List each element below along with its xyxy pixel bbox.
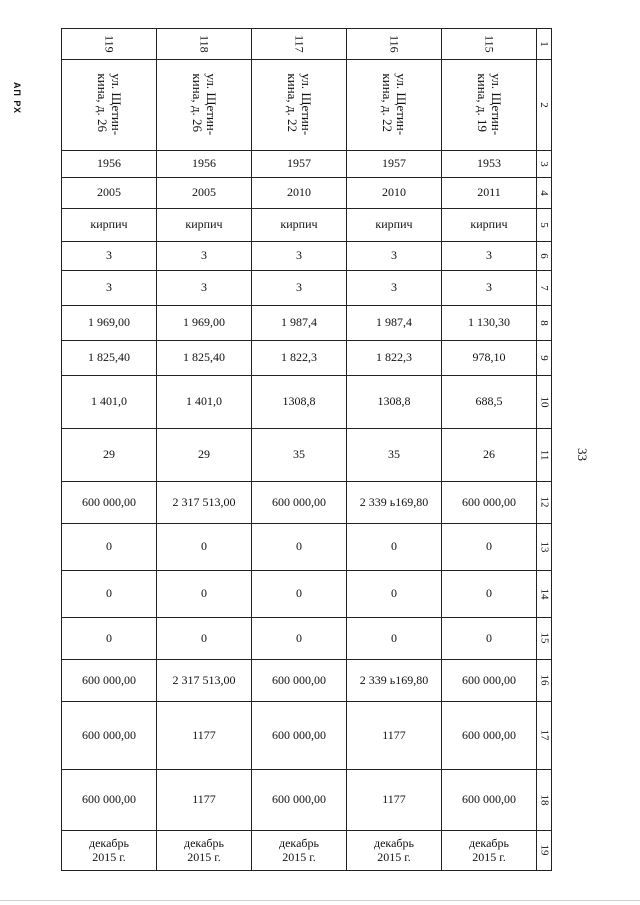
house-number: 117 bbox=[292, 35, 307, 53]
table-cell bbox=[157, 376, 252, 429]
cell-value: декабрь 2015 г. bbox=[374, 835, 414, 864]
table-cell bbox=[252, 271, 347, 306]
table-cell bbox=[157, 341, 252, 376]
cell-value: 3 bbox=[486, 248, 492, 263]
table-cell bbox=[157, 242, 252, 271]
table-cell bbox=[62, 376, 157, 429]
cell-value: 1953 bbox=[477, 156, 501, 171]
cell-value: 35 bbox=[293, 447, 305, 462]
table-row bbox=[62, 29, 552, 60]
cell-value: декабрь 2015 г. bbox=[89, 835, 129, 864]
table-cell bbox=[252, 702, 347, 770]
table-cell bbox=[347, 60, 442, 151]
table-cell bbox=[157, 770, 252, 831]
table-cell bbox=[252, 209, 347, 242]
table-cell bbox=[252, 482, 347, 524]
cell-value: 2005 bbox=[97, 185, 121, 200]
row-index: 13 bbox=[538, 541, 551, 553]
row-index: 15 bbox=[538, 632, 551, 644]
cell-value: 0 bbox=[106, 586, 112, 601]
table-cell bbox=[157, 151, 252, 178]
table-cell bbox=[62, 618, 157, 660]
cell-value: 29 bbox=[103, 447, 115, 462]
table-cell bbox=[347, 702, 442, 770]
table-cell bbox=[252, 524, 347, 571]
cell-value: 1 822,3 bbox=[281, 350, 317, 365]
table-cell bbox=[347, 660, 442, 702]
cell-value: 0 bbox=[486, 539, 492, 554]
cell-value: 0 bbox=[486, 630, 492, 645]
cell-value: 0 bbox=[391, 539, 397, 554]
cell-value: 1 130,30 bbox=[468, 315, 510, 330]
cell-value: 0 bbox=[486, 586, 492, 601]
table-cell bbox=[62, 178, 157, 209]
table-cell bbox=[347, 376, 442, 429]
table-cell bbox=[157, 178, 252, 209]
table-cell bbox=[442, 524, 537, 571]
table-row bbox=[62, 242, 552, 271]
table-cell bbox=[62, 429, 157, 482]
table-cell bbox=[442, 571, 537, 618]
row-index: 7 bbox=[538, 284, 551, 291]
housing-register-table bbox=[61, 28, 552, 871]
cell-value: 600 000,00 bbox=[272, 672, 326, 687]
table-row bbox=[62, 306, 552, 341]
table-cell bbox=[347, 429, 442, 482]
cell-value: 1 825,40 bbox=[88, 350, 130, 365]
cell-value: 1956 bbox=[97, 156, 121, 171]
table-cell bbox=[347, 618, 442, 660]
row-index-cell bbox=[537, 482, 552, 524]
table-cell bbox=[252, 242, 347, 271]
table-cell bbox=[252, 29, 347, 60]
row-index: 11 bbox=[538, 449, 551, 461]
table-cell bbox=[157, 29, 252, 60]
cell-value: 0 bbox=[296, 539, 302, 554]
table-cell bbox=[157, 60, 252, 151]
cell-value: 3 bbox=[106, 280, 112, 295]
table-row bbox=[62, 618, 552, 660]
cell-value: 0 bbox=[391, 630, 397, 645]
cell-value: кирпич bbox=[375, 217, 413, 232]
cell-value: 600 000,00 bbox=[462, 672, 516, 687]
cell-value: 600 000,00 bbox=[272, 792, 326, 807]
house-address: ул. Щетин- кина, д. 26 bbox=[189, 73, 220, 136]
cell-value: 3 bbox=[201, 280, 207, 295]
table-cell bbox=[62, 242, 157, 271]
table-cell bbox=[62, 770, 157, 831]
row-index: 9 bbox=[538, 354, 551, 361]
cell-value: 3 bbox=[486, 280, 492, 295]
house-number: 119 bbox=[102, 35, 117, 53]
table-cell bbox=[252, 60, 347, 151]
table-cell bbox=[347, 178, 442, 209]
cell-value: 1177 bbox=[192, 792, 216, 807]
row-index: 14 bbox=[538, 588, 551, 600]
cell-value: 600 000,00 bbox=[462, 792, 516, 807]
table-cell bbox=[347, 29, 442, 60]
cell-value: 1308,8 bbox=[282, 394, 316, 409]
table-cell bbox=[442, 831, 537, 871]
table-cell bbox=[442, 702, 537, 770]
table-cell bbox=[157, 831, 252, 871]
table-cell bbox=[62, 571, 157, 618]
table-row bbox=[62, 524, 552, 571]
cell-value: 3 bbox=[296, 248, 302, 263]
cell-value: 0 bbox=[296, 586, 302, 601]
house-address: ул. Щетин- кина, д. 22 bbox=[379, 73, 410, 136]
row-index-cell bbox=[537, 618, 552, 660]
table-cell bbox=[442, 482, 537, 524]
table-row bbox=[62, 376, 552, 429]
table-row bbox=[62, 429, 552, 482]
cell-value: 1 825,40 bbox=[183, 350, 225, 365]
table-row bbox=[62, 702, 552, 770]
house-address: ул. Щетин- кина, д. 26 bbox=[94, 73, 125, 136]
table-cell bbox=[442, 178, 537, 209]
table-row bbox=[62, 831, 552, 871]
table-cell bbox=[252, 571, 347, 618]
cell-value: 1308,8 bbox=[377, 394, 411, 409]
table-row bbox=[62, 271, 552, 306]
cell-value: 1 969,00 bbox=[183, 315, 225, 330]
table-cell bbox=[347, 306, 442, 341]
cell-value: декабрь 2015 г. bbox=[184, 835, 224, 864]
row-index: 3 bbox=[538, 160, 551, 167]
row-index: 1 bbox=[538, 40, 551, 47]
table-cell bbox=[157, 429, 252, 482]
row-index-cell bbox=[537, 242, 552, 271]
table-cell bbox=[62, 660, 157, 702]
row-index: 16 bbox=[538, 674, 551, 686]
row-index-cell bbox=[537, 178, 552, 209]
cell-value: 0 bbox=[391, 586, 397, 601]
table-cell bbox=[442, 341, 537, 376]
cell-value: 1 987,4 bbox=[281, 315, 317, 330]
table-cell bbox=[442, 271, 537, 306]
cell-value: 0 bbox=[201, 539, 207, 554]
table-cell bbox=[347, 271, 442, 306]
table-cell bbox=[157, 209, 252, 242]
cell-value: 0 bbox=[106, 630, 112, 645]
cell-value: 1177 bbox=[192, 727, 216, 742]
table-row bbox=[62, 341, 552, 376]
cell-value: 600 000,00 bbox=[82, 727, 136, 742]
table-cell bbox=[62, 151, 157, 178]
table-cell bbox=[157, 306, 252, 341]
cell-value: 688,5 bbox=[475, 394, 503, 409]
table-cell bbox=[347, 770, 442, 831]
row-index: 4 bbox=[538, 189, 551, 196]
cell-value: 1 987,4 bbox=[376, 315, 412, 330]
table-cell bbox=[62, 209, 157, 242]
cell-value: 600 000,00 bbox=[82, 494, 136, 509]
table-cell bbox=[442, 242, 537, 271]
table-row bbox=[62, 571, 552, 618]
cell-value: 978,10 bbox=[472, 350, 506, 365]
table-cell bbox=[347, 831, 442, 871]
row-index: 6 bbox=[538, 252, 551, 259]
house-number: 118 bbox=[197, 35, 212, 53]
cell-value: 0 bbox=[106, 539, 112, 554]
row-index-cell bbox=[537, 151, 552, 178]
cell-value: 600 000,00 bbox=[272, 727, 326, 742]
cell-value: 3 bbox=[391, 280, 397, 295]
row-index-cell bbox=[537, 271, 552, 306]
table-cell bbox=[252, 770, 347, 831]
table-cell bbox=[62, 341, 157, 376]
row-index-cell bbox=[537, 831, 552, 871]
table-row bbox=[62, 178, 552, 209]
table-row bbox=[62, 60, 552, 151]
cell-value: 2 339 ь169,80 bbox=[359, 494, 429, 509]
cell-value: 0 bbox=[201, 630, 207, 645]
cell-value: 600 000,00 bbox=[82, 672, 136, 687]
house-number: 115 bbox=[482, 35, 497, 53]
cell-value: 3 bbox=[106, 248, 112, 263]
table-cell bbox=[62, 831, 157, 871]
table-cell bbox=[442, 306, 537, 341]
table-cell bbox=[442, 770, 537, 831]
cell-value: 0 bbox=[201, 586, 207, 601]
table-cell bbox=[157, 702, 252, 770]
table-cell bbox=[347, 242, 442, 271]
cell-value: 1 401,0 bbox=[91, 394, 127, 409]
table-row bbox=[62, 482, 552, 524]
table-cell bbox=[62, 60, 157, 151]
table-cell bbox=[62, 702, 157, 770]
house-address: ул. Щетин- кина, д. 22 bbox=[284, 73, 315, 136]
table-cell bbox=[62, 29, 157, 60]
row-index: 17 bbox=[538, 729, 551, 741]
cell-value: 600 000,00 bbox=[272, 494, 326, 509]
table-cell bbox=[252, 178, 347, 209]
row-index-cell bbox=[537, 660, 552, 702]
cell-value: 35 bbox=[388, 447, 400, 462]
cell-value: 3 bbox=[391, 248, 397, 263]
table-row bbox=[62, 151, 552, 178]
cell-value: 26 bbox=[483, 447, 495, 462]
row-index-cell bbox=[537, 341, 552, 376]
table-cell bbox=[157, 571, 252, 618]
cell-value: 600 000,00 bbox=[462, 494, 516, 509]
table-cell bbox=[62, 524, 157, 571]
table-cell bbox=[442, 429, 537, 482]
cell-value: 2005 bbox=[192, 185, 216, 200]
house-address: ул. Щетин- кина, д. 19 bbox=[474, 73, 505, 136]
table-cell bbox=[347, 209, 442, 242]
table-cell bbox=[347, 151, 442, 178]
cell-value: 2 317 513,00 bbox=[172, 494, 236, 509]
row-index: 12 bbox=[538, 496, 551, 508]
page-bottom-divider bbox=[0, 900, 640, 901]
row-index-cell bbox=[537, 209, 552, 242]
table-cell bbox=[252, 618, 347, 660]
cell-value: декабрь 2015 г. bbox=[279, 835, 319, 864]
row-index-cell bbox=[537, 571, 552, 618]
row-index: 5 bbox=[538, 221, 551, 228]
table-cell bbox=[252, 376, 347, 429]
row-index: 18 bbox=[538, 794, 551, 806]
row-index-cell bbox=[537, 702, 552, 770]
cell-value: кирпич bbox=[470, 217, 508, 232]
cell-value: 3 bbox=[296, 280, 302, 295]
table-cell bbox=[157, 618, 252, 660]
cell-value: 1957 bbox=[287, 156, 311, 171]
cell-value: кирпич bbox=[185, 217, 223, 232]
table-row bbox=[62, 660, 552, 702]
cell-value: кирпич bbox=[90, 217, 128, 232]
cell-value: кирпич bbox=[280, 217, 318, 232]
row-index-cell bbox=[537, 60, 552, 151]
table-cell bbox=[62, 482, 157, 524]
cell-value: 2010 bbox=[287, 185, 311, 200]
table-cell bbox=[442, 209, 537, 242]
row-index-cell bbox=[537, 376, 552, 429]
page-number: 33 bbox=[575, 448, 590, 461]
table-cell bbox=[442, 151, 537, 178]
table-cell bbox=[157, 482, 252, 524]
table-cell bbox=[347, 341, 442, 376]
table-cell bbox=[252, 660, 347, 702]
table-cell bbox=[252, 341, 347, 376]
cell-value: 2 317 513,00 bbox=[172, 672, 236, 687]
cell-value: 2011 bbox=[477, 185, 501, 200]
table-cell bbox=[62, 271, 157, 306]
cell-value: 1 969,00 bbox=[88, 315, 130, 330]
cell-value: 1957 bbox=[382, 156, 406, 171]
table-cell bbox=[157, 524, 252, 571]
table-cell bbox=[252, 831, 347, 871]
table-cell bbox=[347, 571, 442, 618]
house-number: 116 bbox=[387, 35, 402, 53]
table-cell bbox=[442, 618, 537, 660]
cell-value: 2 339 ь169,80 bbox=[359, 672, 429, 687]
cell-value: 3 bbox=[201, 248, 207, 263]
cell-value: 2010 bbox=[382, 185, 406, 200]
cell-value: 29 bbox=[198, 447, 210, 462]
table-cell bbox=[157, 660, 252, 702]
table-cell bbox=[442, 29, 537, 60]
archive-stamp: АП РХ bbox=[12, 82, 22, 115]
cell-value: декабрь 2015 г. bbox=[469, 835, 509, 864]
cell-value: 0 bbox=[296, 630, 302, 645]
row-index: 10 bbox=[538, 396, 551, 408]
table-row bbox=[62, 209, 552, 242]
cell-value: 1 822,3 bbox=[376, 350, 412, 365]
row-index-cell bbox=[537, 429, 552, 482]
cell-value: 1956 bbox=[192, 156, 216, 171]
table-cell bbox=[347, 482, 442, 524]
cell-value: 1 401,0 bbox=[186, 394, 222, 409]
row-index-cell bbox=[537, 524, 552, 571]
cell-value: 1177 bbox=[382, 792, 406, 807]
row-index: 19 bbox=[538, 844, 551, 856]
table-cell bbox=[442, 376, 537, 429]
cell-value: 600 000,00 bbox=[462, 727, 516, 742]
row-index-cell bbox=[537, 770, 552, 831]
table-cell bbox=[62, 306, 157, 341]
table-row bbox=[62, 770, 552, 831]
row-index-cell bbox=[537, 29, 552, 60]
cell-value: 600 000,00 bbox=[82, 792, 136, 807]
table-cell bbox=[157, 271, 252, 306]
row-index: 2 bbox=[538, 101, 551, 108]
table-cell bbox=[252, 151, 347, 178]
table-cell bbox=[252, 306, 347, 341]
row-index: 8 bbox=[538, 319, 551, 326]
table-cell bbox=[442, 60, 537, 151]
table-cell bbox=[347, 524, 442, 571]
row-index-cell bbox=[537, 306, 552, 341]
table-cell bbox=[442, 660, 537, 702]
table-cell bbox=[252, 429, 347, 482]
cell-value: 1177 bbox=[382, 727, 406, 742]
